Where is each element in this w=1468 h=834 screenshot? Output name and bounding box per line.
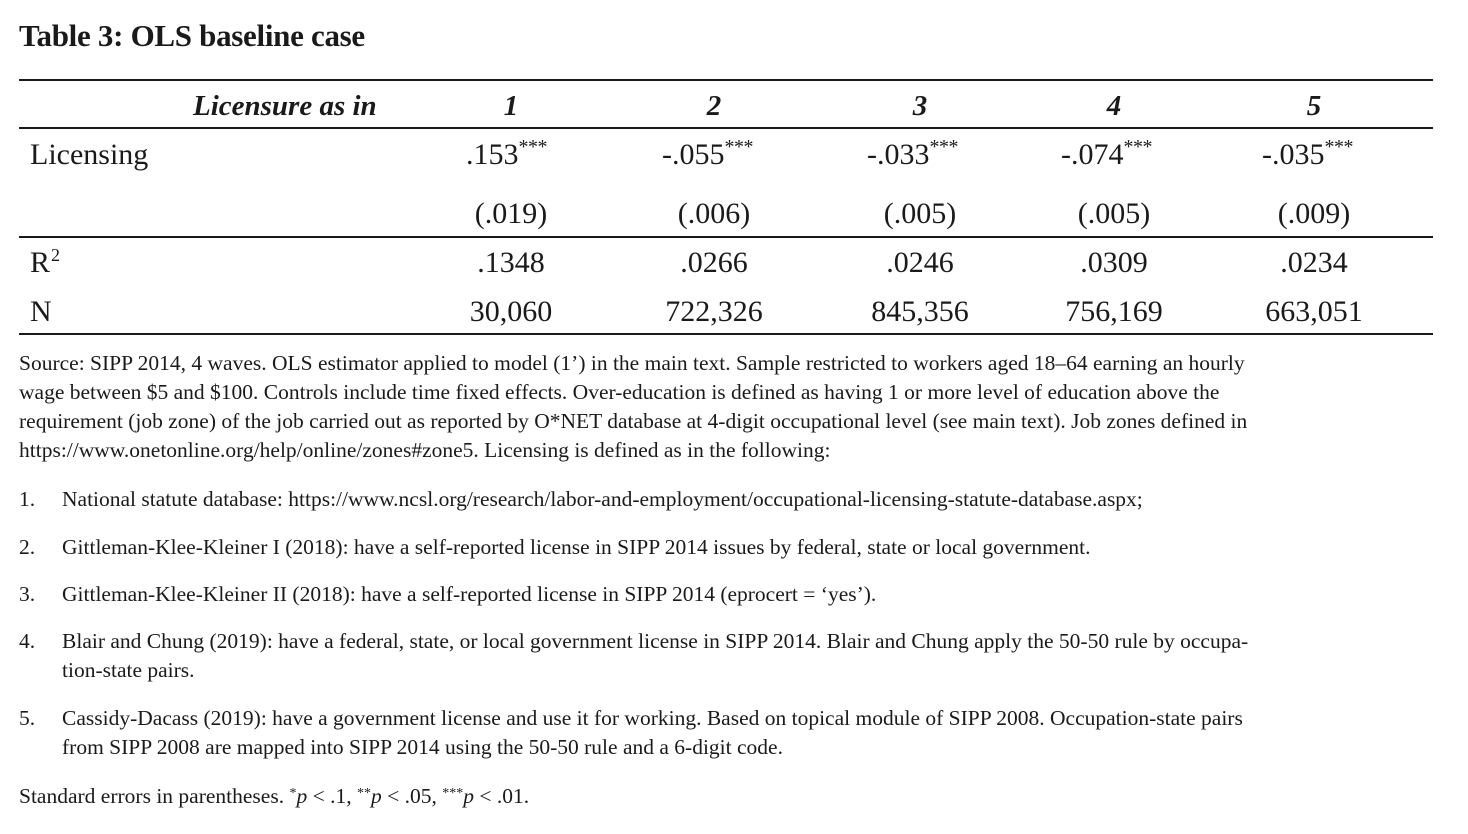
definition-number-2: 2.: [19, 535, 36, 559]
definition-2-line-1: Gittleman-Klee-Kleiner I (2018): have a self-reported license in SIPP 2014 issues by federal, state or local government.: [62, 535, 1091, 559]
header-col-4: 4: [1106, 90, 1122, 122]
coef-value: .153: [466, 138, 519, 171]
licensing-se-3: (.005): [883, 197, 957, 230]
significance-stars: ***: [929, 136, 958, 158]
definition-number-5: 5.: [19, 706, 36, 730]
licensing-se-5: (.009): [1277, 197, 1351, 230]
licensing-coef-5: [1262, 137, 1353, 176]
significance-stars: ***: [724, 136, 753, 158]
definition-number-3: 3.: [19, 582, 36, 606]
r2-value-1: .1348: [477, 246, 545, 279]
r2-superscript: 2: [51, 245, 61, 265]
header-col-2: 2: [706, 90, 722, 122]
licensing-coef-1: [466, 137, 547, 176]
table-bottom-rule: [19, 333, 1433, 335]
legend-threshold-3: < .01.: [473, 784, 530, 808]
definition-number-1: 1.: [19, 487, 36, 511]
table-header-rule: [19, 127, 1433, 129]
r2-value-2: .0266: [680, 246, 748, 279]
significance-stars: ***: [1123, 136, 1152, 158]
header-col-3: 3: [912, 90, 928, 122]
legend-p-3: p: [463, 784, 474, 808]
n-value-5: 663,051: [1265, 295, 1363, 328]
source-note-line-1: Source: SIPP 2014, 4 waves. OLS estimator applied to model (1’) in the main text. Sample restricted to workers aged 18–64 earning an hourly: [19, 351, 1245, 375]
source-note-line-2: wage between $5 and $100. Controls include time fixed effects. Over-education is defined as having 1 or more level of education above the: [19, 380, 1220, 404]
n-value-3: 845,356: [871, 295, 969, 328]
definition-3-line-1: Gittleman-Klee-Kleiner II (2018): have a self-reported license in SIPP 2014 (eprocert = ‘yes’).: [62, 582, 877, 606]
coef-value: -.035: [1262, 138, 1325, 171]
definition-5-line-1: Cassidy-Dacass (2019): have a government license and use it for working. Based on topical module of SIPP 2008. Occupation-state pairs: [62, 706, 1243, 730]
source-note-line-4: https://www.onetonline.org/help/online/zones#zone5. Licensing is defined as in the following:: [19, 438, 831, 462]
header-label: Licensure as in: [193, 90, 377, 122]
licensing-se-1: (.019): [474, 197, 548, 230]
definition-4-line-1: Blair and Chung (2019): have a federal, state, or local government license in SIPP 2014. Blair and Chung apply the 50-50 rule by occupa-: [62, 629, 1249, 653]
coef-value: -.074: [1061, 138, 1124, 171]
definition-number-4: 4.: [19, 629, 36, 653]
table-mid-rule: [19, 236, 1433, 238]
legend-star-2: **: [356, 786, 371, 801]
coef-value: -.033: [867, 138, 930, 171]
legend-p-1: p: [296, 784, 308, 808]
source-note-line-3: requirement (job zone) of the job carried out as reported by O*NET database at 4-digit occupational level (see main text). Job zones defined in: [19, 409, 1248, 433]
significance-legend: [19, 782, 529, 814]
definition-4-line-2: tion-state pairs.: [62, 658, 195, 682]
significance-stars: ***: [518, 136, 547, 158]
legend-star-1: *: [289, 786, 297, 801]
n-value-1: 30,060: [469, 295, 553, 328]
licensing-coef-4: [1061, 137, 1152, 176]
n-value-4: 756,169: [1065, 295, 1163, 328]
significance-stars: ***: [1324, 136, 1353, 158]
row-label-licensing: Licensing: [30, 138, 149, 171]
n-value-2: 722,326: [665, 295, 763, 328]
licensing-se-4: (.005): [1077, 197, 1151, 230]
legend-p-2: p: [370, 784, 382, 808]
licensing-coef-2: [662, 137, 753, 176]
row-label-r2: [30, 245, 60, 284]
r2-value-4: .0309: [1080, 246, 1148, 279]
r2-label: R: [30, 246, 51, 279]
row-label-n: N: [30, 295, 52, 328]
licensing-se-2: (.006): [677, 197, 751, 230]
table-top-rule: [19, 79, 1433, 81]
definition-5-line-2: from SIPP 2008 are mapped into SIPP 2014 using the 50-50 rule and a 6-digit code.: [62, 735, 783, 759]
header-col-1: 1: [503, 90, 519, 122]
legend-star-3: ***: [442, 786, 464, 801]
legend-threshold-1: < .1,: [307, 784, 357, 808]
definition-1-line-1: National statute database: https://www.ncsl.org/research/labor-and-employment/occupational-licensing-statute-database.aspx;: [62, 487, 1143, 511]
legend-threshold-2: < .05,: [381, 784, 443, 808]
table-title: Table 3: OLS baseline case: [19, 18, 365, 53]
r2-value-5: .0234: [1280, 246, 1348, 279]
licensing-coef-3: [867, 137, 958, 176]
r2-value-3: .0246: [886, 246, 954, 279]
legend-prefix: Standard errors in parentheses.: [19, 784, 285, 808]
header-col-5: 5: [1306, 90, 1322, 122]
coef-value: -.055: [662, 138, 725, 171]
